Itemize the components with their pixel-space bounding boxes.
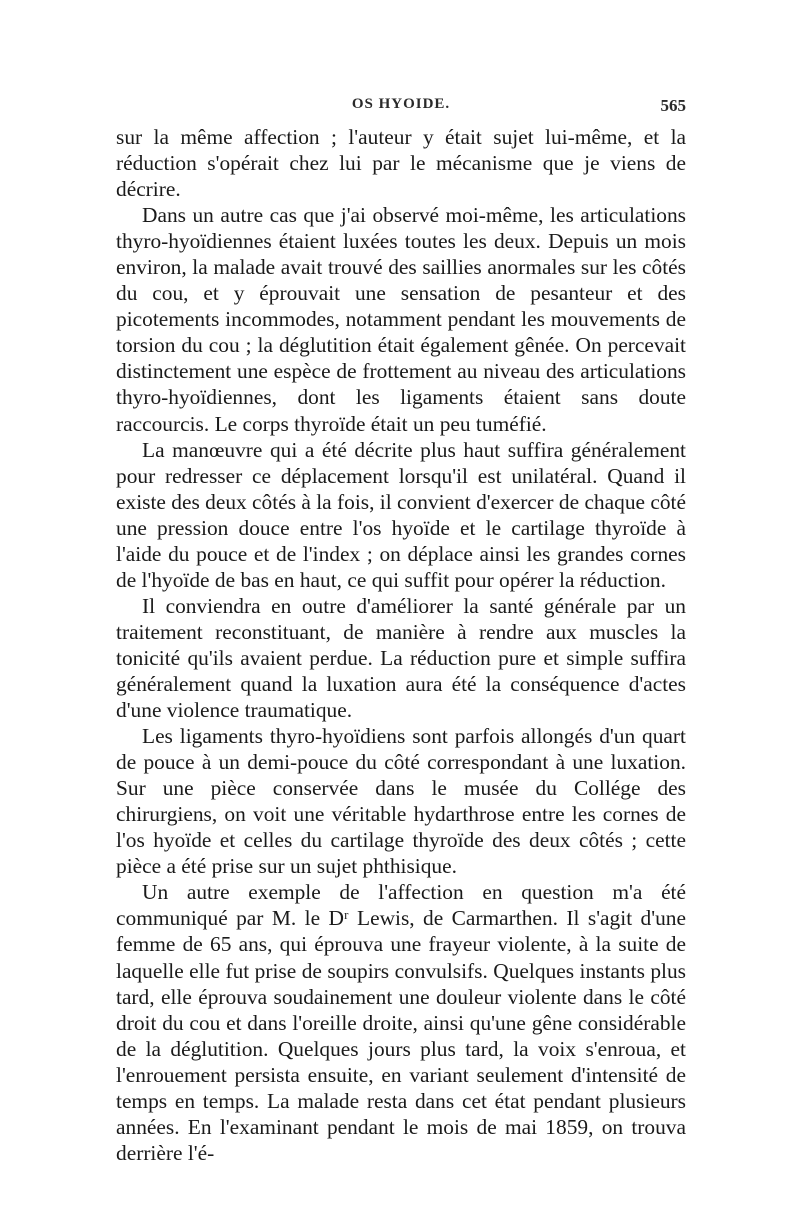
paragraph: La manœuvre qui a été décrite plus haut suffira généralement pour redresser ce déplacement lorsqu'il est unilatéral. Quand il existe des deux côtés à la fois, il convient d'exercer de chaque côté une pression douce entre l'os hyoïde et le cartilage thyroïde à l'aide du pouce et de l'index ; on déplace ainsi les grandes cornes de l'hyoïde de bas en haut, ce qui suffit pour opérer la réduction.: [116, 437, 686, 592]
page-number: 565: [660, 96, 686, 115]
running-head: [116, 96, 686, 118]
paragraph: Dans un autre cas que j'ai observé moi-même, les articulations thyro-hyoïdiennes étaient luxées toutes les deux. Depuis un mois environ, la malade avait trouvé des saillies anormales sur les côtés du cou, et y éprouvait une sensation de pesanteur et des picotements incommodes, notamment pendant les mouvements de torsion du cou ; la déglutition était également gênée. On percevait distinctement une espèce de frottement au niveau des articulations thyro-hyoïdiennes, dont les ligaments étaient sans doute raccourcis. Le corps thyroïde était un peu tuméfié.: [116, 203, 686, 436]
paragraph: Il conviendra en outre d'améliorer la santé générale par un traitement reconstituant, de manière à rendre aux muscles la tonicité qu'ils avaient perdue. La réduction pure et simple suffira généralement quand la luxation aura été la conséquence d'actes d'une violence traumatique.: [116, 593, 686, 723]
paragraph: Un autre exemple de l'affection en question m'a été communiqué par M. le Dʳ Lewis, de Carmarthen. Il s'agit d'une femme de 65 ans, qui éprouva une frayeur violente, à la suite de laquelle elle fut prise de soupirs convulsifs. Quelques instants plus tard, elle éprouva soudainement une douleur violente dans le côté droit du cou et dans l'oreille droite, ainsi qu'une gêne considérable de la déglutition. Quelques jours plus tard, la voix s'enroua, et l'enrouement persista ensuite, en variant seulement d'intensité de temps en temps. La malade resta dans cet état pendant plusieurs années. En l'examinant pendant le mois de mai 1859, on trouva derrière l'é-: [116, 880, 686, 1165]
body-text: [116, 124, 686, 1166]
paragraph: Les ligaments thyro-hyoïdiens sont parfois allongés d'un quart de pouce à un demi-pouce du côté correspondant à une luxation. Sur une pièce conservée dans le musée du Collége des chirurgiens, on voit une véritable hydarthrose entre les cornes de l'os hyoïde et celles du cartilage thyroïde des deux côtés ; cette pièce a été prise sur un sujet phthisique.: [116, 724, 686, 879]
paragraph-continuation: sur la même affection ; l'auteur y était sujet lui-même, et la réduction s'opérait chez lui par le mécanisme que je viens de décrire.: [116, 125, 686, 202]
running-title: OS HYOIDE.: [351, 96, 451, 112]
